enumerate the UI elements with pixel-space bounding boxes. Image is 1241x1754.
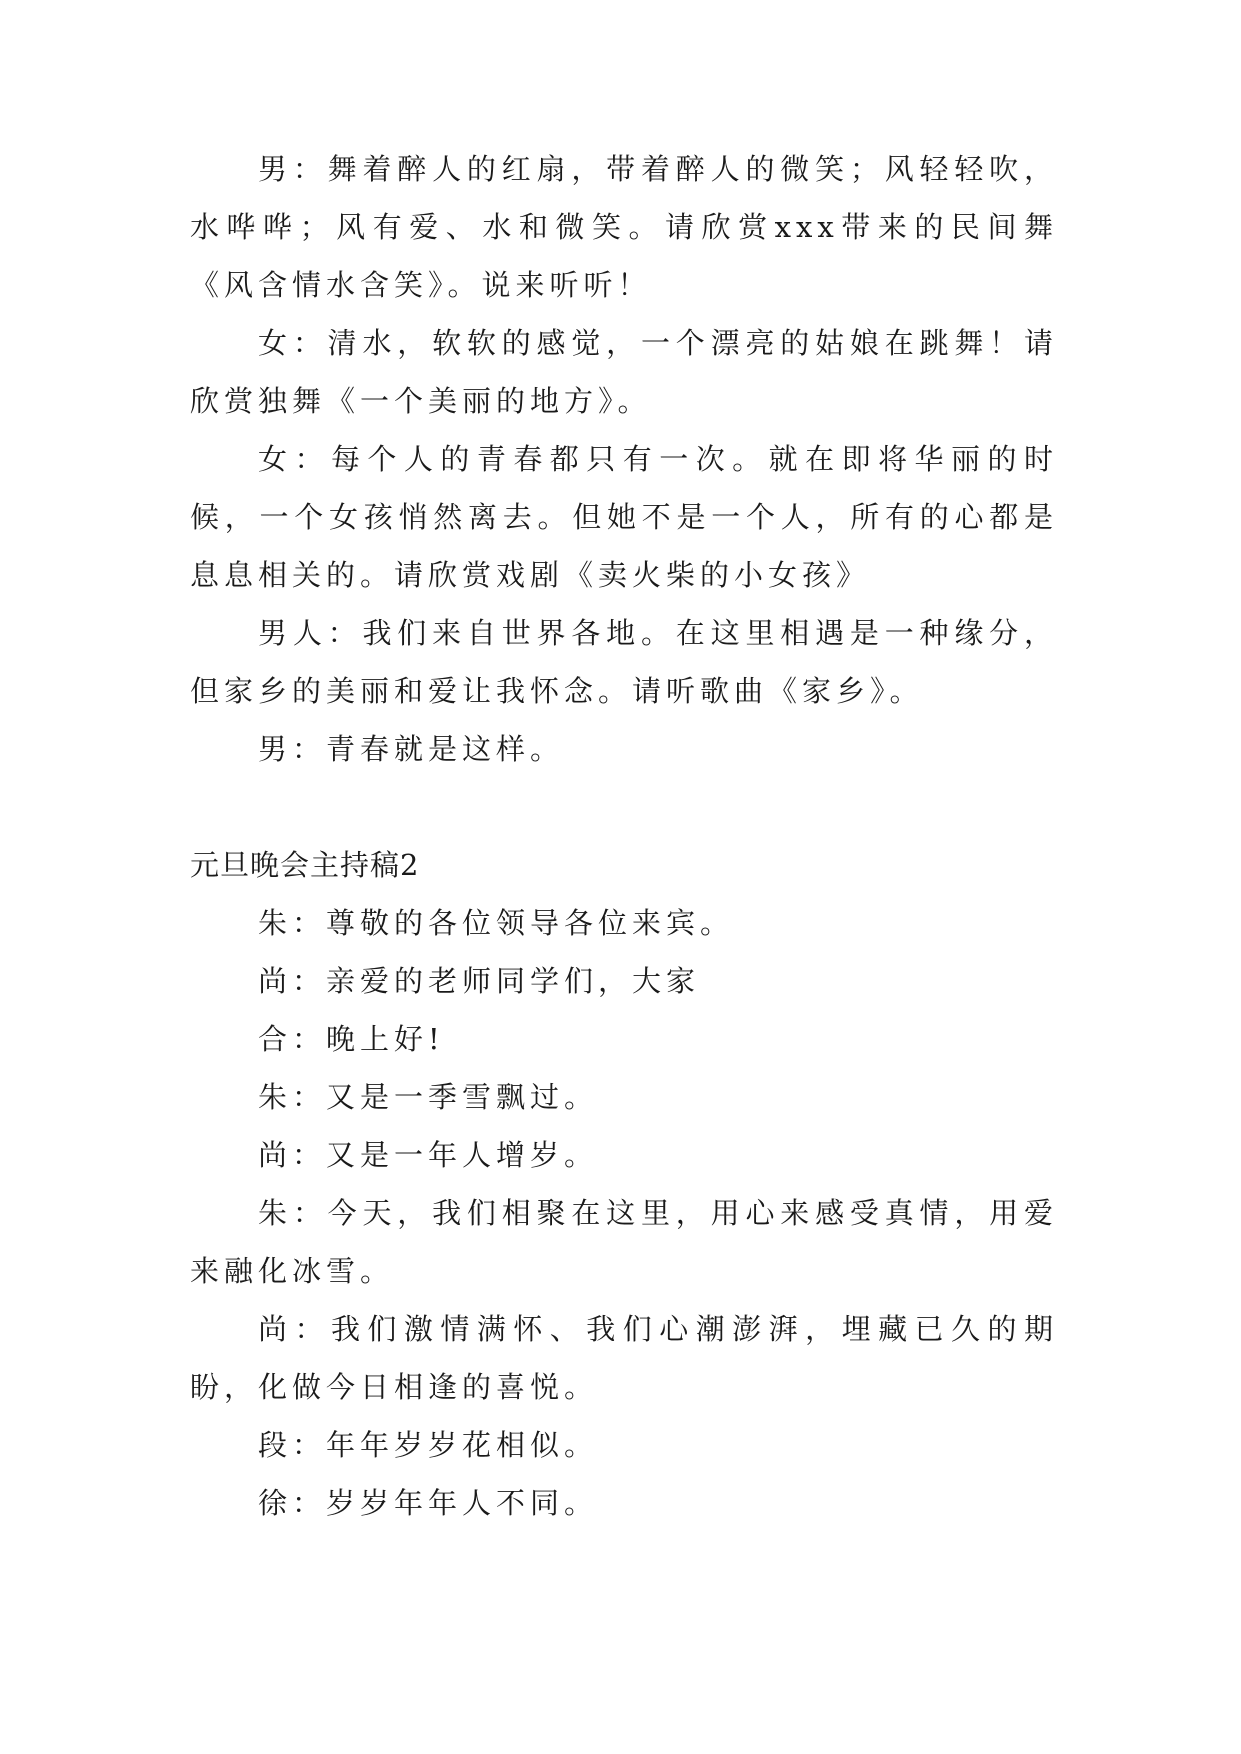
paragraph: 尚：又是一年人增岁。: [258, 1138, 599, 1172]
section-heading: 元旦晚会主持稿2: [190, 848, 420, 882]
paragraph: 尚：我们激情满怀、我们心潮澎湃，埋藏已久的期盼，化做今日相逢的喜悦。: [190, 1312, 1058, 1404]
paragraph: 朱：又是一季雪飘过。: [258, 1080, 599, 1114]
paragraph: 女：每个人的青春都只有一次。就在即将华丽的时候，一个女孩悄然离去。但她不是一个人，所有的心都是息息相关的。请欣赏戏剧《卖火柴的小女孩》: [190, 442, 1058, 592]
paragraph: 朱：今天，我们相聚在这里，用心来感受真情，用爱来融化冰雪。: [190, 1196, 1058, 1288]
paragraph: 徐：岁岁年年人不同。: [258, 1486, 599, 1520]
document-page: [190, 140, 1058, 1532]
paragraph: 合：晚上好!: [258, 1022, 445, 1056]
paragraph: 女：清水，软软的感觉，一个漂亮的姑娘在跳舞！请欣赏独舞《一个美丽的地方》。: [190, 326, 1058, 418]
paragraph: 段：年年岁岁花相似。: [258, 1428, 599, 1462]
paragraph: 尚：亲爱的老师同学们，大家: [258, 964, 701, 998]
paragraph: 男：舞着醉人的红扇，带着醉人的微笑；风轻轻吹，水哗哗；风有爱、水和微笑。请欣赏xxx带来的民间舞《风含情水含笑》。说来听听！: [190, 152, 1058, 302]
paragraph: 男人：我们来自世界各地。在这里相遇是一种缘分，但家乡的美丽和爱让我怀念。请听歌曲《家乡》。: [190, 616, 1058, 708]
paragraph: 朱：尊敬的各位领导各位来宾。: [258, 906, 735, 940]
paragraph: 男：青春就是这样。: [258, 732, 565, 766]
